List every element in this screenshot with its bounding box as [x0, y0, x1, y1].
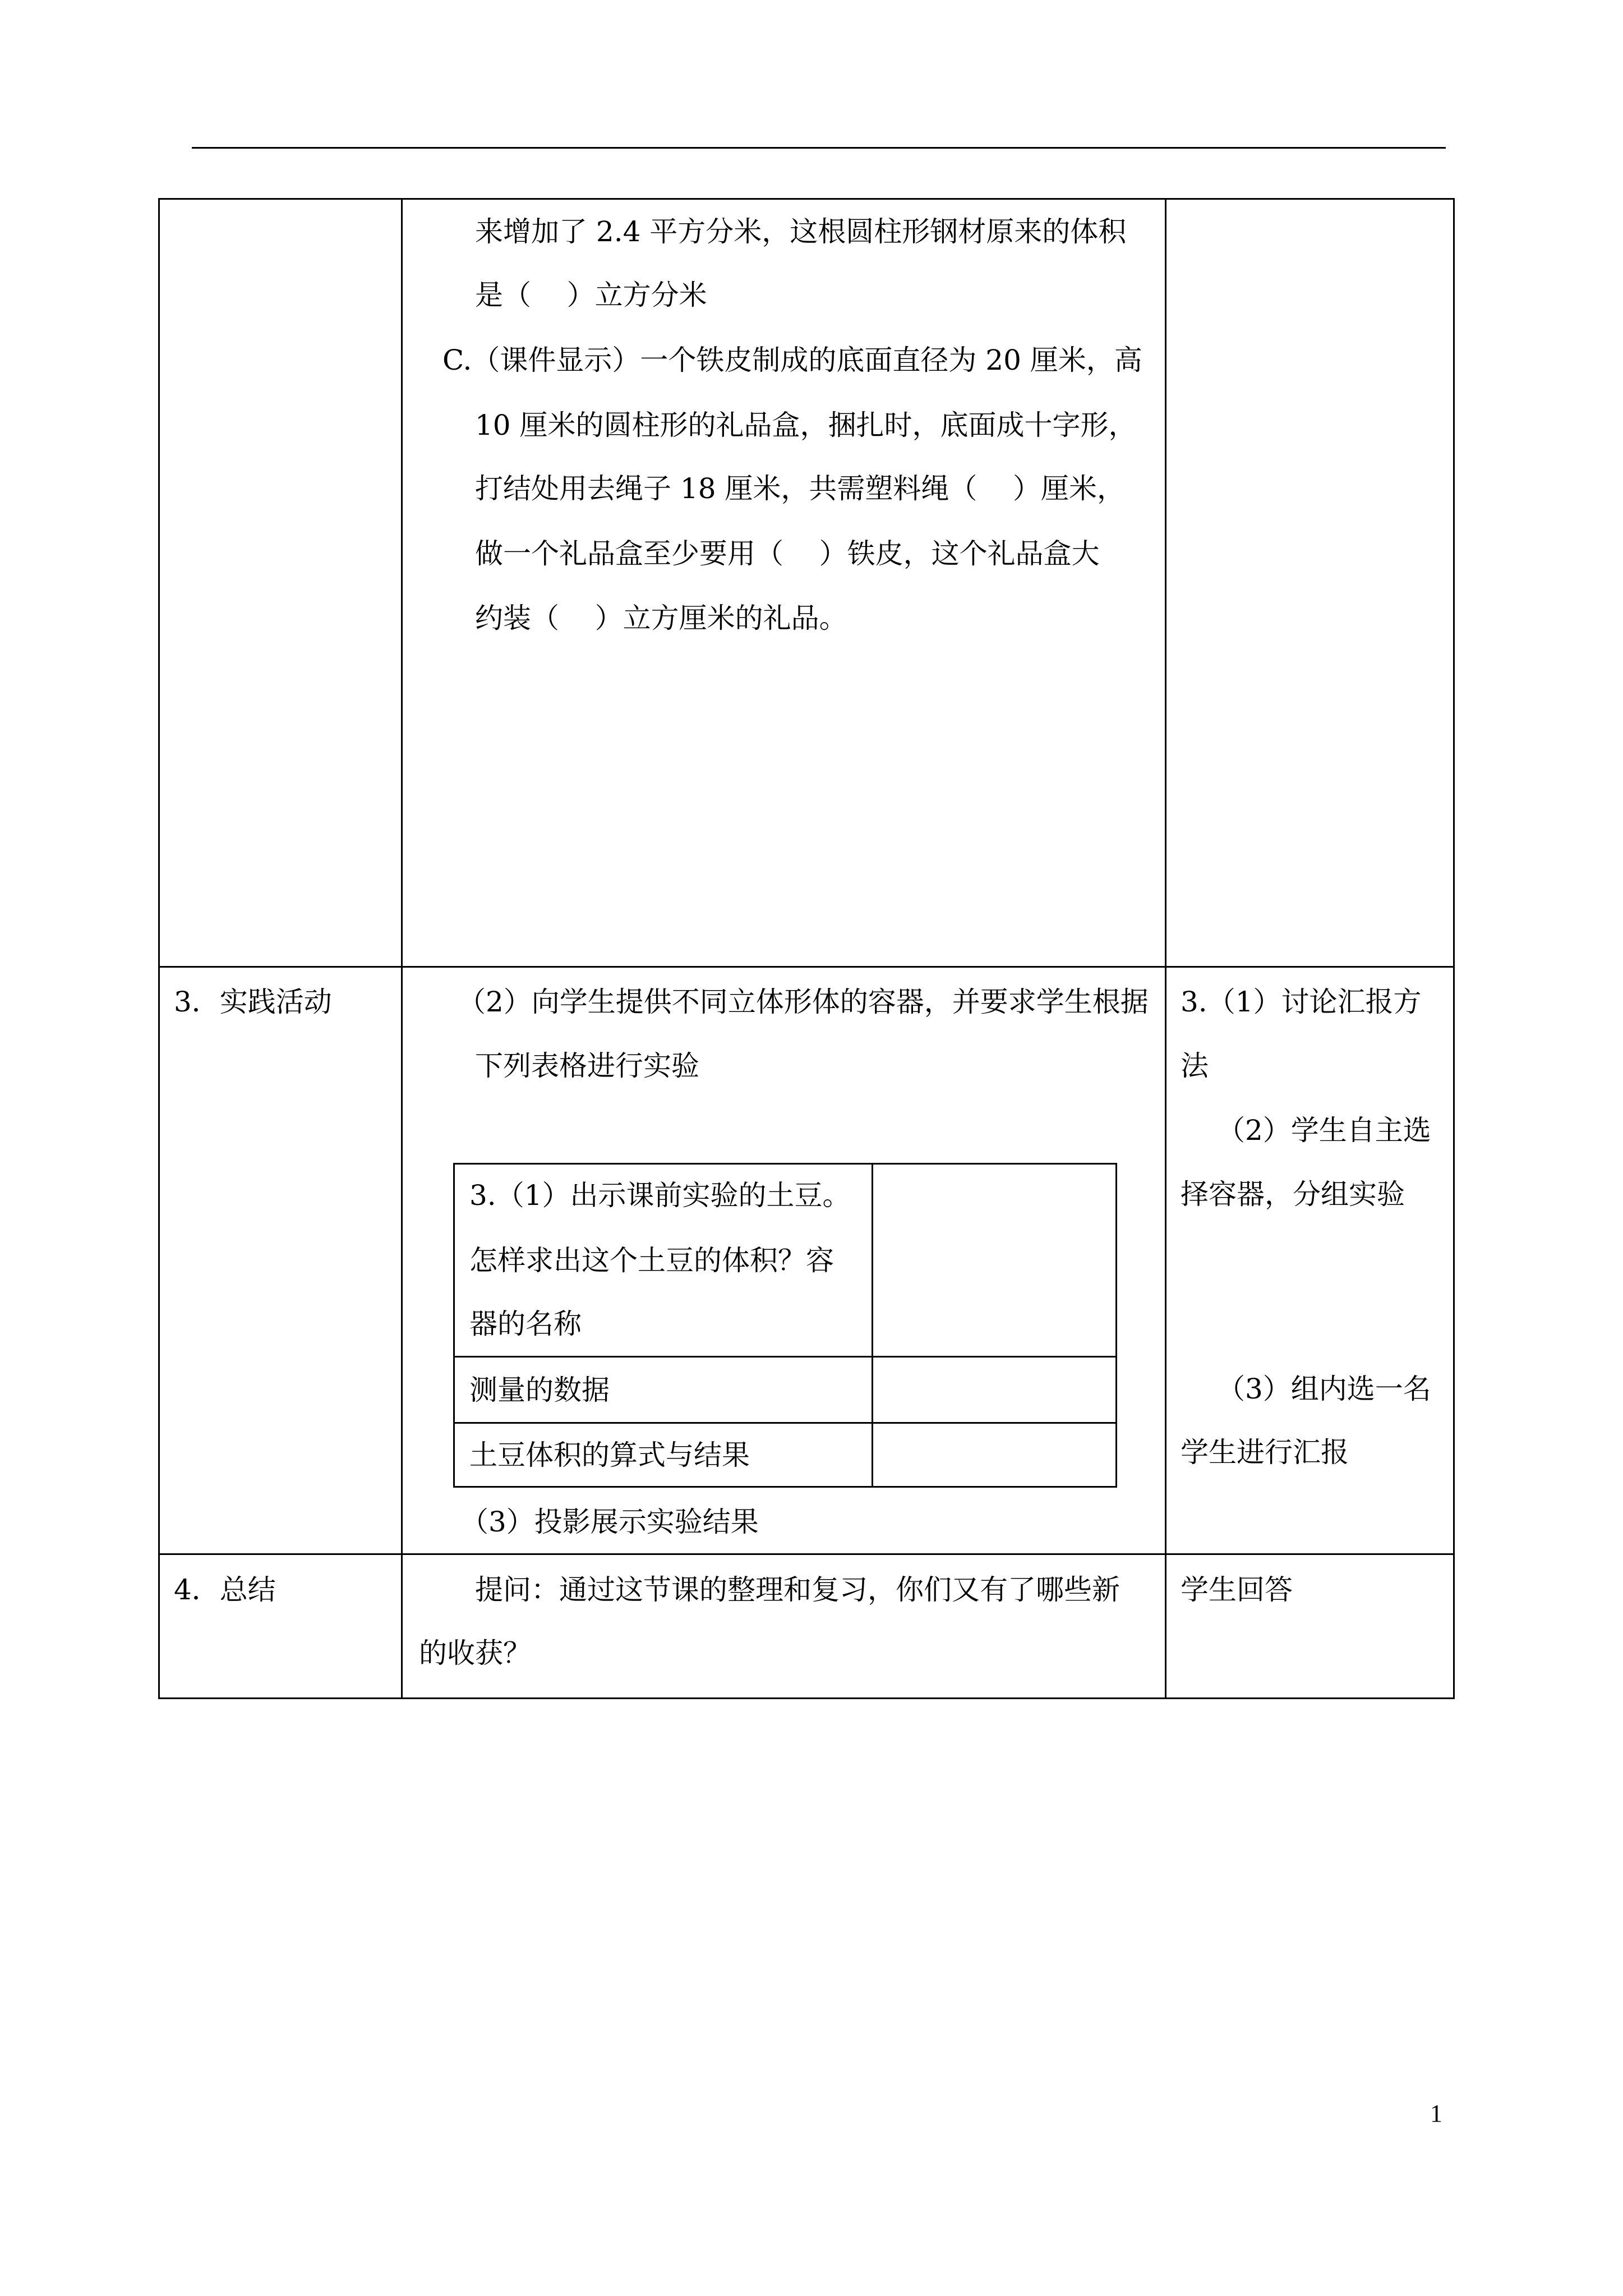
student-line: 学生进行汇报	[1181, 1436, 1349, 1469]
teacher-line: 来增加了 2.4 平方分米，这根圆柱形钢材原来的体积	[475, 215, 1127, 248]
experiment-row-divider	[453, 1356, 1117, 1358]
experiment-row-divider	[453, 1422, 1117, 1424]
experiment-cell-label: 3.（1）出示课前实验的土豆。	[469, 1179, 851, 1212]
page-number: 1	[1430, 2100, 1442, 2127]
experiment-cell-label: 怎样求出这个土豆的体积？容	[469, 1244, 834, 1277]
teacher-line: 下列表格进行实验	[475, 1050, 699, 1082]
teacher-line: 做一个礼品盒至少要用（ ）铁皮，这个礼品盒大	[475, 537, 1100, 570]
stage-label: 3．实践活动	[174, 986, 332, 1018]
teacher-line: 约装（ ）立方厘米的礼品。	[475, 602, 847, 634]
teacher-line: 10 厘米的圆柱形的礼品盒，捆扎时，底面成十字形，	[475, 409, 1137, 441]
teacher-line: （3）投影展示实验结果	[460, 1506, 759, 1538]
column-divider-student	[1165, 198, 1166, 1699]
student-line: 3.（1）讨论汇报方	[1181, 986, 1422, 1018]
column-divider-stage	[401, 198, 403, 1699]
teacher-line: 的收获？	[419, 1637, 531, 1669]
student-line: 法	[1181, 1050, 1209, 1082]
stage-label: 4．总结	[174, 1573, 276, 1606]
teacher-line: （2）向学生提供不同立体形体的容器，并要求学生根据	[458, 986, 1149, 1018]
experiment-cell-label: 器的名称	[469, 1308, 582, 1340]
student-line: 学生回答	[1181, 1573, 1293, 1606]
row-divider-2	[158, 1553, 1455, 1555]
teacher-line: 是（ ）立方分米	[475, 279, 707, 311]
teacher-line: C.（课件显示）一个铁皮制成的底面直径为 20 厘米，高	[442, 344, 1142, 376]
experiment-cell-label: 土豆体积的算式与结果	[469, 1439, 750, 1471]
header-rule	[192, 147, 1446, 149]
row-divider-1	[158, 966, 1455, 968]
experiment-cell-label: 测量的数据	[469, 1374, 610, 1406]
teacher-line: 提问：通过这节课的整理和复习，你们又有了哪些新	[475, 1573, 1120, 1606]
student-line: （2）学生自主选	[1217, 1114, 1431, 1147]
student-line: （3）组内选一名	[1217, 1373, 1431, 1405]
teacher-line: 打结处用去绳子 18 厘米，共需塑料绳（ ）厘米，	[475, 472, 1125, 505]
student-line: 择容器，分组实验	[1181, 1178, 1405, 1211]
experiment-column-divider	[872, 1163, 873, 1488]
